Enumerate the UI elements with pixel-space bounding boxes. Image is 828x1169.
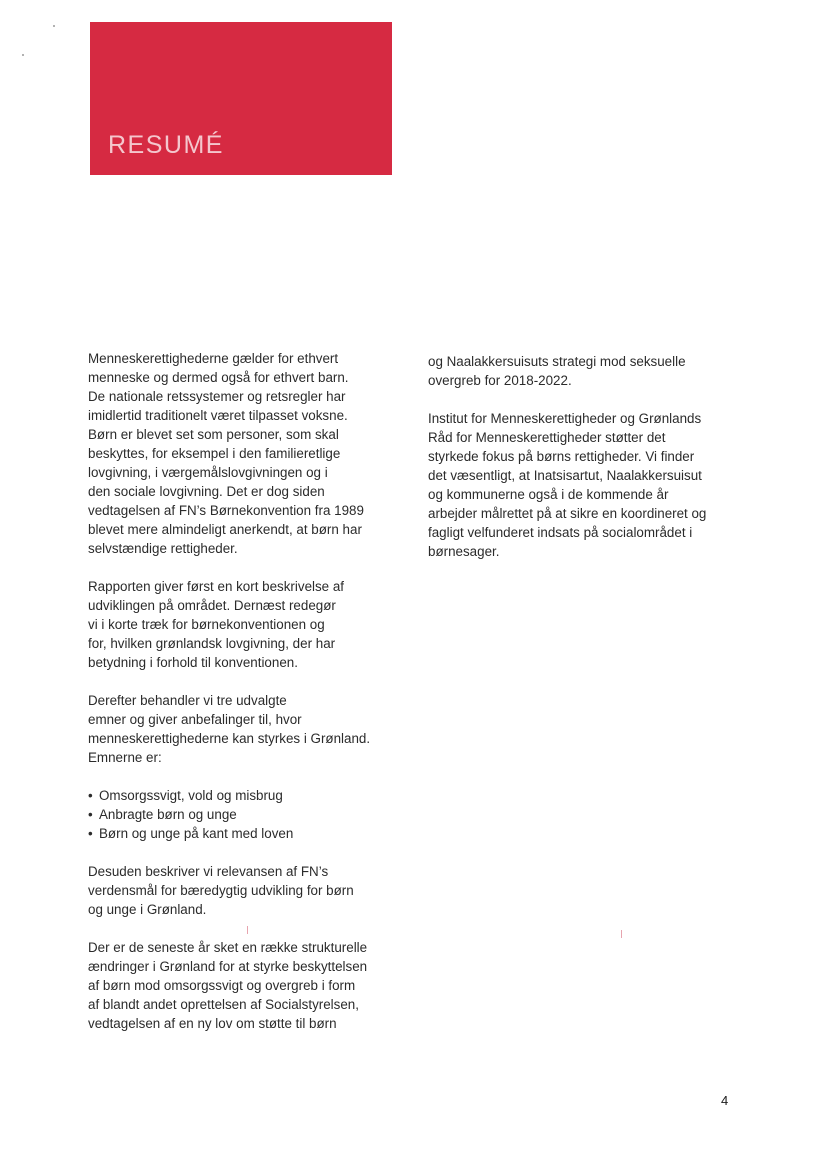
text-line: vi i korte træk for børnekonventionen og bbox=[88, 617, 325, 632]
text-line: ændringer i Grønland for at styrke beskyttelsen bbox=[88, 959, 368, 974]
body-paragraph bbox=[88, 691, 403, 767]
text-line: af børn mod omsorgssvigt og overgreb i form bbox=[88, 978, 356, 993]
text-line: af blandt andet oprettelsen af Socialstyrelsen, bbox=[88, 997, 359, 1012]
text-line: og kommunerne også i de kommende år bbox=[428, 487, 669, 502]
title-banner bbox=[90, 22, 392, 175]
text-line: emner og giver anbefalinger til, hvor bbox=[88, 712, 302, 727]
topic-list bbox=[88, 786, 403, 843]
body-paragraph bbox=[428, 409, 748, 561]
text-line: Der er de seneste år sket en række strukturelle bbox=[88, 940, 368, 955]
text-line: fagligt velfunderet indsats på socialområdet i bbox=[428, 525, 693, 540]
list-item bbox=[88, 805, 403, 824]
text-line: overgreb for 2018-2022. bbox=[428, 373, 572, 388]
text-line: Råd for Menneskerettigheder støtter det bbox=[428, 430, 666, 445]
text-line: udviklingen på området. Dernæst redegør bbox=[88, 598, 336, 613]
text-line: arbejder målrettet på at sikre en koordineret og bbox=[428, 506, 707, 521]
text-line: Menneskerettighederne gælder for ethvert bbox=[88, 351, 339, 366]
text-line: for, hvilken grønlandsk lovgivning, der har bbox=[88, 636, 336, 651]
text-line: lovgivning, i værgemålslovgivningen og i bbox=[88, 465, 328, 480]
body-paragraph bbox=[88, 349, 403, 558]
bullet-icon: • bbox=[88, 788, 93, 803]
text-line: Institut for Menneskerettigheder og Grønlands bbox=[428, 411, 702, 426]
list-item bbox=[88, 824, 403, 843]
text-line: Desuden beskriver vi relevansen af FN’s bbox=[88, 864, 329, 879]
text-line: beskyttes, for eksempel i den familieretlige bbox=[88, 446, 341, 461]
text-line: vedtagelsen af FN’s Børnekonvention fra 1989 bbox=[88, 503, 364, 518]
page-number: 4 bbox=[721, 1093, 729, 1108]
left-text-column bbox=[88, 349, 403, 1052]
bullet-icon: • bbox=[88, 807, 93, 822]
body-paragraph bbox=[88, 577, 403, 672]
body-paragraph bbox=[88, 938, 403, 1033]
scan-mark bbox=[621, 930, 622, 938]
text-line: De nationale retssystemer og retsregler har bbox=[88, 389, 346, 404]
list-item bbox=[88, 786, 403, 805]
text-line: Derefter behandler vi tre udvalgte bbox=[88, 693, 287, 708]
text-line: vedtagelsen af en ny lov om støtte til børn bbox=[88, 1016, 337, 1031]
section-title: RESUMÉ bbox=[108, 131, 224, 159]
text-line: Emnerne er: bbox=[88, 750, 162, 765]
body-paragraph bbox=[428, 352, 748, 390]
text-line: Rapporten giver først en kort beskrivelse af bbox=[88, 579, 345, 594]
text-line: Børn er blevet set som personer, som skal bbox=[88, 427, 339, 442]
text-line: børnesager. bbox=[428, 544, 500, 559]
right-text-column bbox=[428, 352, 748, 580]
text-line: verdensmål for bæredygtig udvikling for børn bbox=[88, 883, 354, 898]
text-line: det væsentligt, at Inatsisartut, Naalakkersuisut bbox=[428, 468, 702, 483]
text-line: menneskerettighederne kan styrkes i Grønland. bbox=[88, 731, 371, 746]
list-item-label: Børn og unge på kant med loven bbox=[99, 826, 294, 841]
text-line: den sociale lovgivning. Det er dog siden bbox=[88, 484, 325, 499]
scan-speck bbox=[22, 54, 24, 56]
list-item-label: Omsorgssvigt, vold og misbrug bbox=[99, 788, 283, 803]
text-line: og unge i Grønland. bbox=[88, 902, 207, 917]
text-line: imidlertid traditionelt været tilpasset voksne. bbox=[88, 408, 348, 423]
list-item-label: Anbragte børn og unge bbox=[99, 807, 237, 822]
text-line: selvstændige rettigheder. bbox=[88, 541, 238, 556]
bullet-icon: • bbox=[88, 826, 93, 841]
body-paragraph bbox=[88, 862, 403, 919]
text-line: betydning i forhold til konventionen. bbox=[88, 655, 298, 670]
text-line: blevet mere almindeligt anerkendt, at børn har bbox=[88, 522, 362, 537]
text-line: styrkede fokus på børns rettigheder. Vi finder bbox=[428, 449, 695, 464]
scan-speck bbox=[53, 25, 55, 27]
text-line: menneske og dermed også for ethvert barn. bbox=[88, 370, 349, 385]
text-line: og Naalakkersuisuts strategi mod seksuelle bbox=[428, 354, 686, 369]
